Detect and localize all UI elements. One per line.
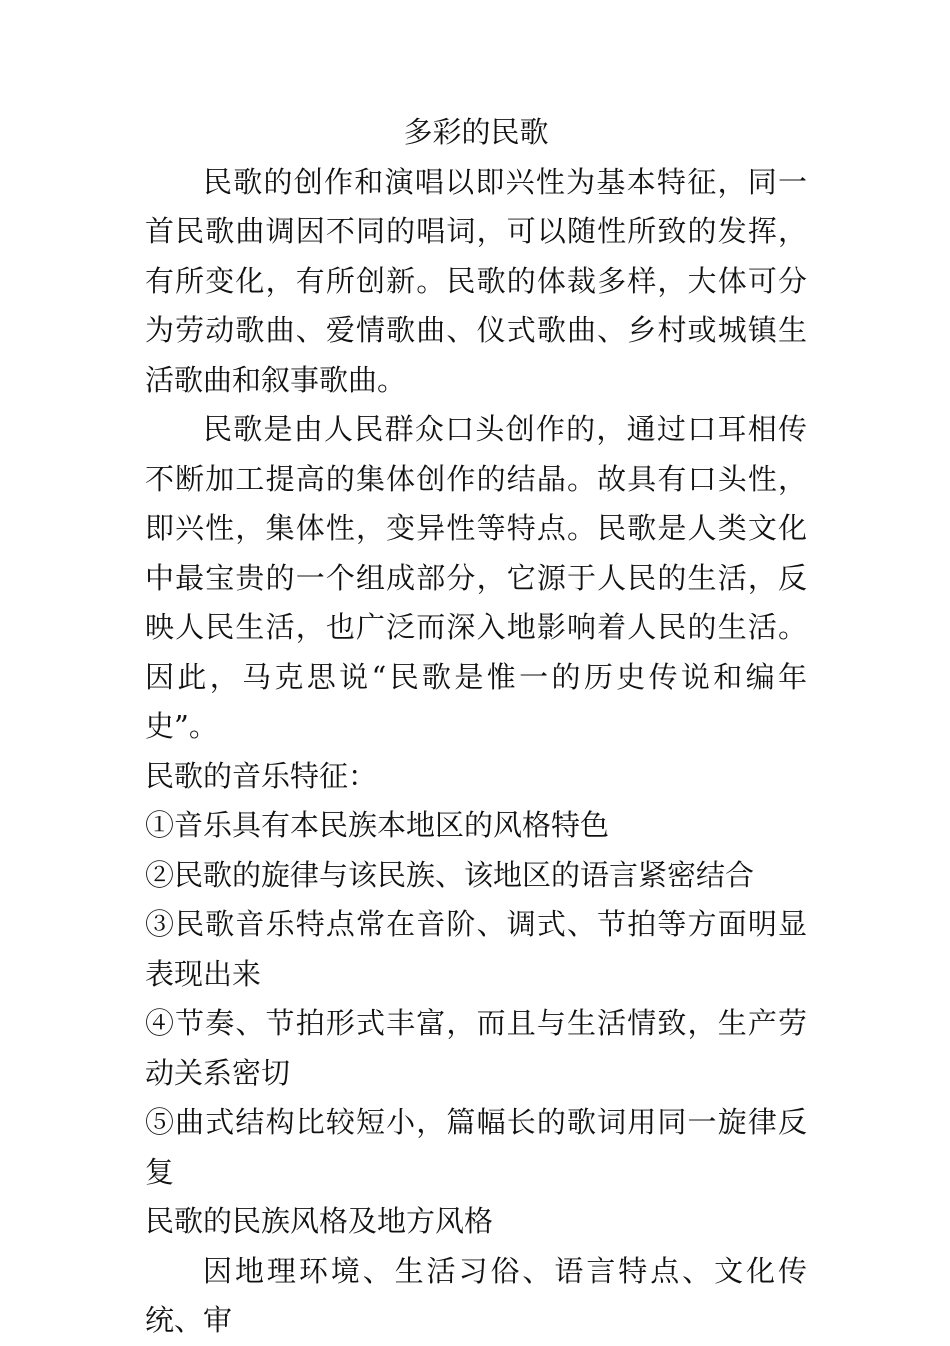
music-feature-item: ③民歌音乐特点常在音阶、调式、节拍等方面明显表现出来 bbox=[145, 907, 807, 991]
music-features-heading: 民歌的音乐特征： bbox=[145, 758, 378, 793]
style-heading: 民歌的民族风格及地方风格 bbox=[145, 1204, 494, 1238]
music-feature-item: ①音乐具有本民族本地区的风格特色 bbox=[145, 808, 610, 842]
music-feature-item: ⑤曲式结构比较短小，篇幅长的歌词用同一旋律反复 bbox=[145, 1105, 807, 1189]
music-feature-item: ②民歌的旋律与该民族、该地区的语言紧密结合 bbox=[145, 857, 755, 892]
paragraph-folk-song-creation: 民歌的创作和演唱以即兴性为基本特征，同一首民歌曲调因不同的唱词，可以随性所致的发挥，有所变化，有所创新。民歌的体裁多样，大体可分为劳动歌曲、爱情歌曲、仪式歌曲、乡村或城镇生活歌曲和叙事歌曲。 bbox=[145, 164, 807, 397]
document-body bbox=[145, 108, 807, 1346]
paragraph-closing: 因地理环境、生活习俗、语言特点、文化传统、审 bbox=[145, 1253, 807, 1337]
document-title: 多彩的民歌 bbox=[403, 115, 549, 149]
music-feature-item: ④节奏、节拍形式丰富，而且与生活情致，生产劳动关系密切 bbox=[145, 1006, 807, 1090]
paragraph-folk-song-characteristics: 民歌是由人民群众口头创作的，通过口耳相传不断加工提高的集体创作的结晶。故具有口头性，即兴性，集体性，变异性等特点。民歌是人类文化中最宝贵的一个组成部分，它源于人民的生活，反映人民生活，也广泛而深入地影响着人民的生活。因此，马克思说“民歌是惟一的历史传说和编年史”。 bbox=[145, 412, 807, 743]
